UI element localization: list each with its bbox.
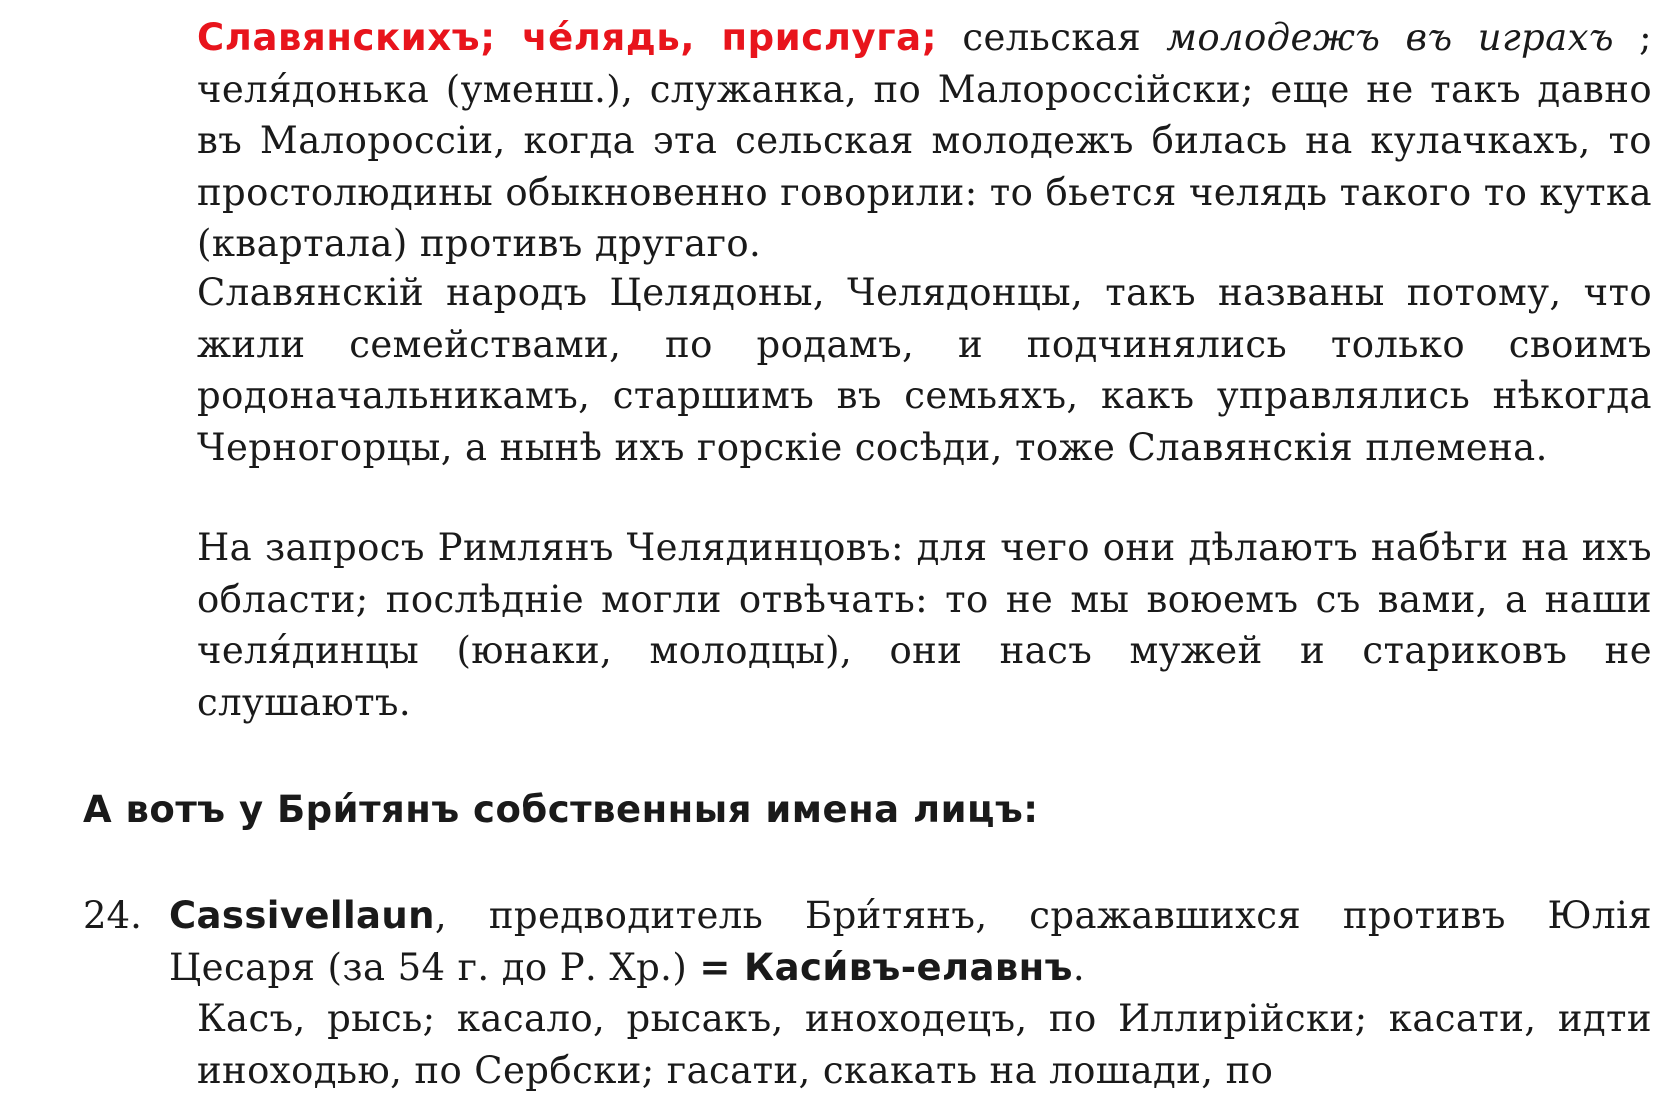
text-segment: ; челя́донька (уменш.), служанка, по Малороссійски; еще не такъ давно въ Малороссіи, когда эта сельская молодежъ билась на кулачкахъ, то простолюдины обыкновенно говорили: то бьется челядь такого то кутка (квартала) противъ другаго. bbox=[197, 16, 1653, 265]
paragraph-romans bbox=[197, 522, 1652, 728]
entry-definition bbox=[169, 890, 1652, 993]
text-segment: сельская bbox=[937, 16, 1167, 59]
text-segment: , предводитель Бри́тянъ, сражавшихся противъ Юлія Цесаря (за 54 г. до Р. Хр.) bbox=[169, 894, 1652, 989]
entry-number: 24. bbox=[83, 894, 142, 937]
entry-equivalent: = Каси́въ-елавнъ bbox=[699, 945, 1073, 989]
paragraph-romans-text: На запросъ Римлянъ Челядинцовъ: для чего они дѣлаютъ набѣги на ихъ области; послѣдніе могли отвѣчать: то не мы воюемъ съ вами, а наши челя́динцы (юнаки, молодцы), они насъ мужей и стариковъ не слушаютъ. bbox=[197, 526, 1652, 724]
italic-phrase: молодежъ въ играхъ bbox=[1166, 16, 1614, 59]
entry-name: Cassivellaun bbox=[169, 894, 435, 937]
paragraph-chelyad-text bbox=[197, 12, 1652, 270]
paragraph-tseladony-text: Славянскій народъ Целядоны, Челядонцы, такъ названы потому, что жили семействами, по родамъ, и подчинялись только своимъ родоначальникамъ, старшимъ въ семьяхъ, какъ управлялись нѣкогда Черногорцы, а нынѣ ихъ горскіе сосѣди, тоже Славянскія племена. bbox=[197, 271, 1652, 469]
text-segment: . bbox=[1072, 945, 1085, 989]
entry-body bbox=[169, 890, 1652, 1096]
paragraph-chelyad bbox=[197, 12, 1652, 270]
section-heading: А вотъ у Бри́тянъ собственныя имена лицъ: bbox=[83, 788, 1039, 831]
red-heading: Славянскихъ; че́лядь, прислуга; bbox=[197, 16, 938, 59]
entry-24 bbox=[83, 890, 1652, 1096]
paragraph-tseladony bbox=[197, 267, 1652, 473]
entry-continuation: Касъ, рысь; касало, рысакъ, иноходецъ, по Иллирійски; касати, идти иноходью, по Сербски; гасати, скакать на лошади, по bbox=[197, 997, 1652, 1092]
